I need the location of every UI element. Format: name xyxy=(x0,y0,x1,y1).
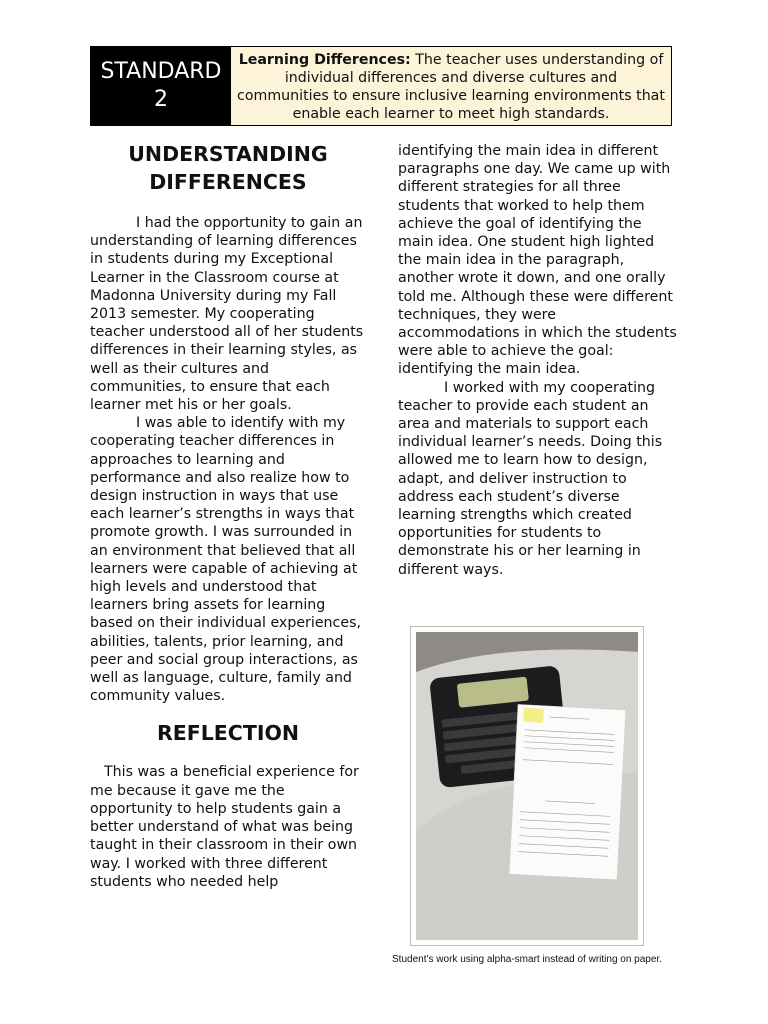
alphasmart-photo-illustration xyxy=(416,632,638,940)
section-heading-understanding: UNDERSTANDING DIFFERENCES xyxy=(128,142,328,194)
left-column xyxy=(90,140,366,891)
paragraph: I worked with my cooperating teacher to provide each student an area and materials to support each individual learner’s needs. Doing this allowed me to learn how to design, adapt, and deliver instruction to address each student’s diverse learning strengths which created opportunities for students to demonstrate his or her learning in different ways. xyxy=(398,379,663,578)
standard-badge xyxy=(91,47,231,125)
section-heading-reflection: REFLECTION xyxy=(156,721,300,746)
photo-caption: Student’s work using alpha-smart instead of writing on paper. xyxy=(392,954,662,965)
paragraph: identifying the main idea in different paragraphs one day. We came up with different strategies for all three students that worked to help them achieve the goal of identifying the main idea. One student high lighted the main idea in the paragraph, another wrote it down, and one orally told me. Although these were different techniques, they were accommodations in which the students were able to achieve the goal: identifying the main idea. xyxy=(398,143,677,378)
paragraph: I was able to identify with my cooperating teacher differences in approaches to learning and performance and also realize how to design instruction in ways that use each learner’s strengths in ways that promote growth. I was surrounded in an environment that believed that all learners were capable of achieving at high levels and understood that learners bring assets for learning based on their individual experiences, abilities, talents, prior learning, and peer and social group interactions, as well as language, culture, family and community values. xyxy=(90,415,361,705)
paragraph: This was a beneficial experience for me because it gave me the opportunity to help students gain a better understand of what was being taught in their classroom in their own way. I worked with three different students who needed help xyxy=(90,764,359,890)
paragraph: I had the opportunity to gain an understanding of learning differences in students during my Exceptional Learner in the Classroom course at Madonna University during my Fall 2013 semester. My cooperating teacher understood all of her students differences in their learning styles, as well as their cultures and communities, to ensure that each learner met his or her goals. xyxy=(90,215,364,414)
standard-title: Learning Differences: xyxy=(238,52,411,68)
standard-description xyxy=(231,47,671,125)
student-work-photo xyxy=(410,626,644,946)
standard-text: The teacher uses understanding of individual differences and diverse cultures and communities to ensure inclusive learning environments that enable each learner to meet high standards. xyxy=(237,52,665,122)
standard-header xyxy=(90,46,672,126)
standard-label: STANDARD xyxy=(100,59,222,84)
right-column xyxy=(398,142,680,579)
standard-number: 2 xyxy=(154,87,168,112)
